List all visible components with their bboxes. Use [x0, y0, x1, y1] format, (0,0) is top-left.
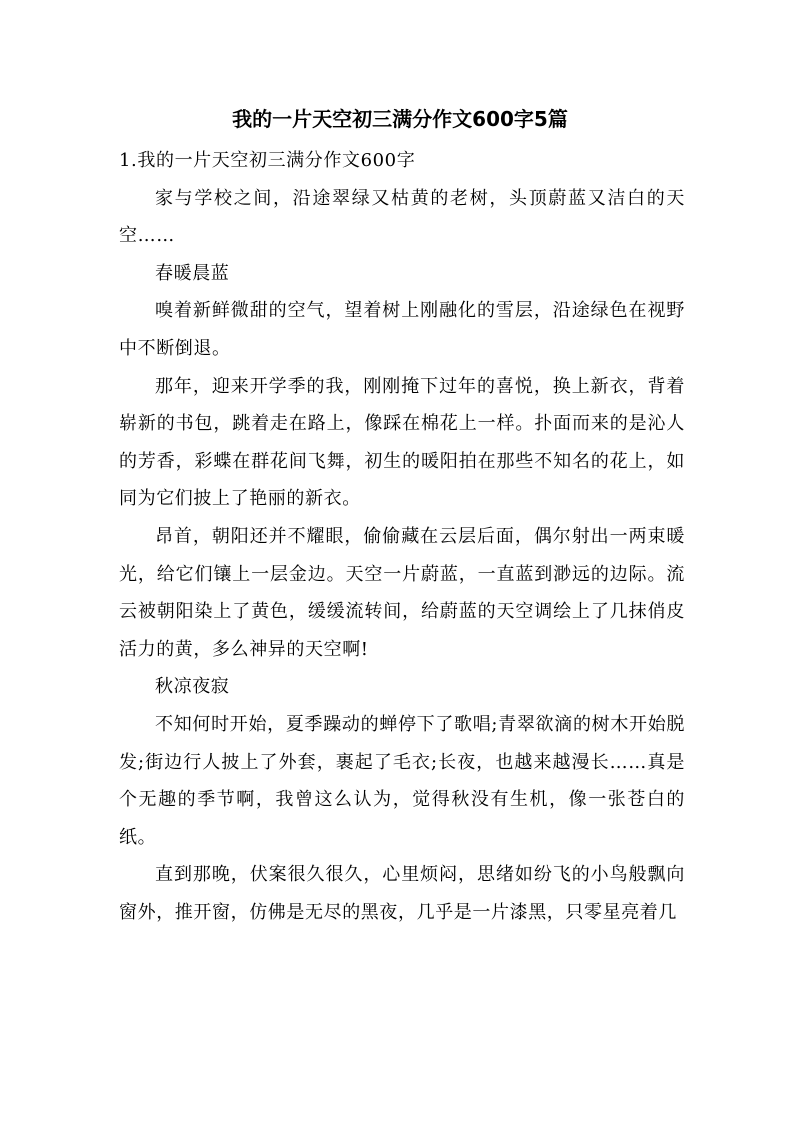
paragraph: 不知何时开始，夏季躁动的蝉停下了歌唱;青翠欲滴的树木开始脱发;街边行人披上了外套，裹起了毛衣;长夜，也越来越漫长……真是个无趣的季节啊，我曾这么认为，觉得秋没有生机，像一张苍白的纸。: [119, 713, 685, 848]
paragraph: 昂首，朝阳还并不耀眼，偷偷藏在云层后面，偶尔射出一两束暖光，给它们镶上一层金边。天空一片蔚蓝，一直蓝到渺远的边际。流云被朝阳染上了黄色，缓缓流转间，给蔚蓝的天空调绘上了几抹俏皮活力的黄，多么神异的天空啊!: [119, 525, 685, 660]
paragraph-intro: 家与学校之间，沿途翠绿又枯黄的老树，头顶蔚蓝又洁白的天空……: [119, 187, 685, 247]
document-body: [119, 142, 685, 931]
document-title: 我的一片天空初三满分作文600字5篇: [232, 107, 568, 131]
paragraph: 那年，迎来开学季的我，刚刚掩下过年的喜悦，换上新衣，背着崭新的书包，跳着走在路上，像踩在棉花上一样。扑面而来的是沁人的芳香，彩蝶在群花间飞舞，初生的暖阳拍在那些不知名的花上，如同为它们披上了艳丽的新衣。: [119, 375, 685, 510]
subheading-spring: 春暖晨蓝: [155, 262, 230, 284]
paragraph: 直到那晚，伏案很久很久，心里烦闷，思绪如纷飞的小鸟般飘向窗外，推开窗，仿佛是无尽的黑夜，几乎是一片漆黑，只零星亮着几: [119, 864, 685, 923]
subheading-autumn: 秋凉夜寂: [155, 676, 230, 698]
paragraph: 嗅着新鲜微甜的空气，望着树上刚融化的雪层，沿途绿色在视野中不断倒退。: [119, 300, 685, 359]
section-heading: 1.我的一片天空初三满分作文600字: [119, 150, 416, 171]
